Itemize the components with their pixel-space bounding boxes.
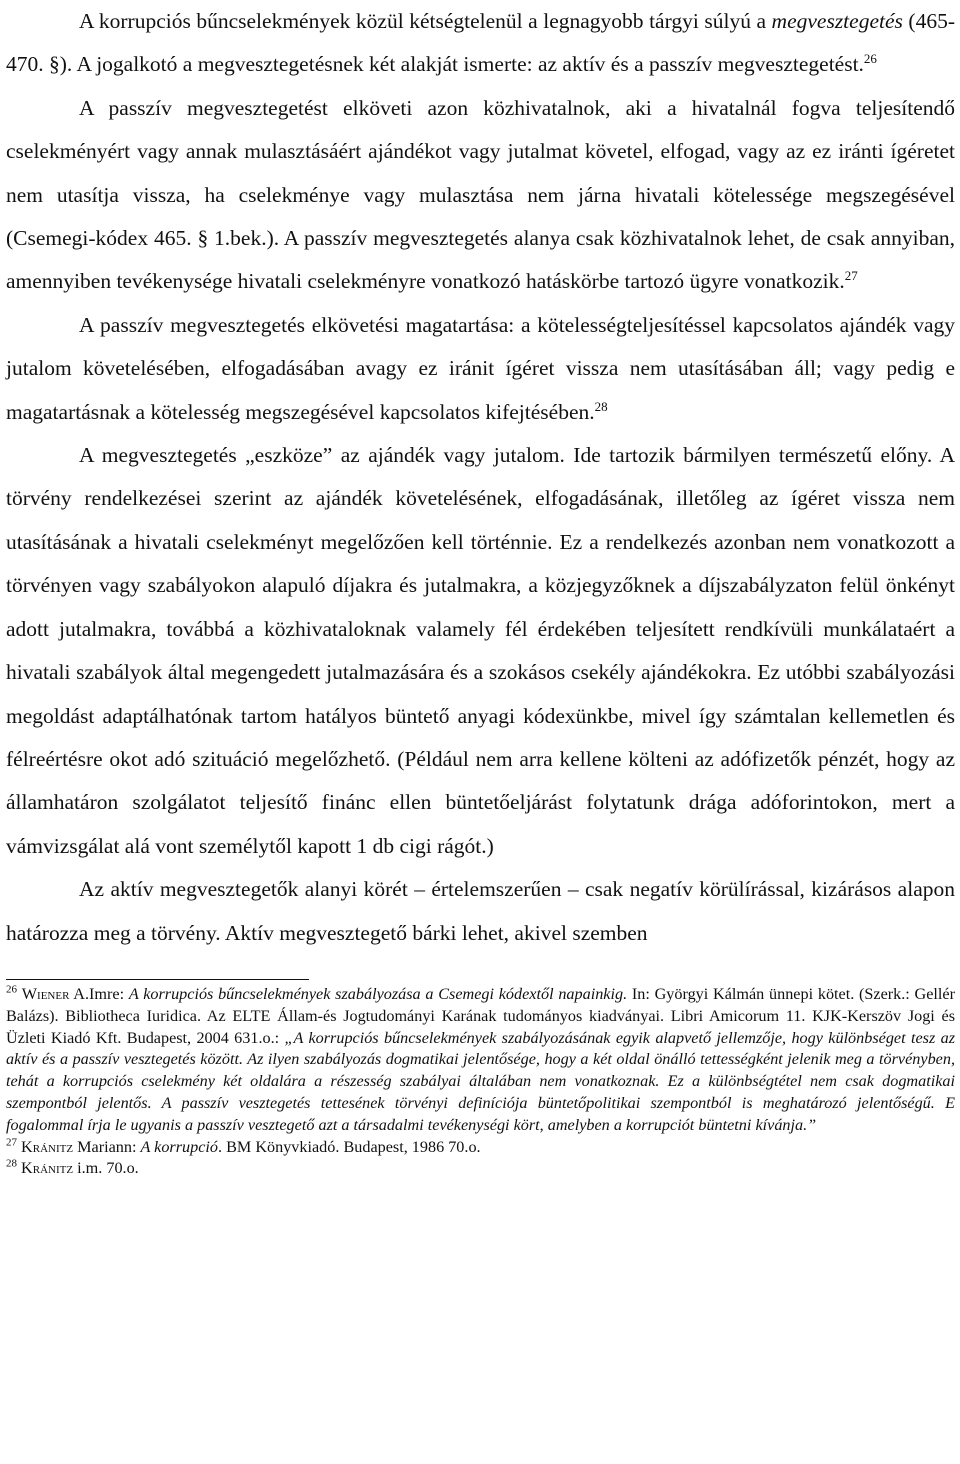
paragraph-text: A korrupciós bűncselekmények közül kétségtelenül a legnagyobb tárgyi súlyú a	[79, 9, 772, 33]
paragraph-passive-definition	[6, 87, 955, 304]
footnote-author: Wiener A.	[21, 984, 90, 1003]
paragraph-text: Az aktív megvesztegetők alanyi körét – értelemszerűen – csak negatív körülírással, kizárásos alapon határozza meg a törvény. Aktív megvesztegető bárki lehet, akivel szemben	[6, 877, 955, 945]
footnote-title: A korrupció	[140, 1137, 218, 1156]
paragraph-means	[6, 434, 955, 868]
footnote-author-rest: i.m. 70.o.	[73, 1159, 139, 1178]
paragraph-active	[6, 868, 955, 955]
footnote-reference[interactable]: 28	[594, 398, 608, 414]
paragraph-passive-conduct	[6, 304, 955, 434]
footnote-publication: . BM Könyvkiadó. Budapest, 1986 70.o.	[218, 1137, 481, 1156]
paragraph-text: A passzív megvesztegetést elköveti azon közhivatalnok, aki a hivatalnál fogva teljesítendő cselekményért vagy annak mulasztásáért ajándékot vagy jutalmat követel, elfogad, vagy az ez iránti ígéretet nem utasítja vissza, ha cselekménye vagy mulasztása nem járna hivatali kötelessége megszegésével (Csemegi-kódex 465. § 1.bek.). A passzív megvesztegetés alanya csak közhivatalnok lehet, de csak annyiban, amennyiben tevékenysége hivatali cselekményre vonatkozó hatáskörbe tartozó ügyre vonatkozik.	[6, 95, 955, 294]
footnote-number: 27	[6, 1136, 17, 1149]
footnote-reference[interactable]: 27	[844, 268, 858, 284]
paragraph-text: A passzív megvesztegetés elkövetési magatartása: a kötelességteljesítéssel kapcsolatos ajándék vagy jutalom követelésében, elfogadásában avagy ez iránit ígéret vissza nem utasításában áll; vagy pedig e magatartásnak a kötelesség megszegésével kapcsolatos kifejtésében.	[6, 312, 955, 424]
body-text	[6, 0, 955, 955]
footnotes	[6, 984, 955, 1180]
footnote-28	[6, 1158, 955, 1180]
footnote-divider	[6, 979, 309, 980]
footnote-author-rest: Mariann:	[73, 1137, 141, 1156]
footnote-publication: In: Györgyi Kálmán ünnepi kötet. (Szerk.: Gellér Balázs). Bibliotheca Iuridica. Az ELTE Állam-és Jogtudományi Karának tudományos kiadványai. Libri Amicorum 11. KJK-Kerszöv Jogi és Üzleti Kiadó Kft. Budapest, 2004 631.o.:	[6, 984, 956, 1047]
emphasis-term: megvesztegetés	[771, 9, 903, 33]
footnote-reference[interactable]: 26	[863, 51, 877, 67]
footnote-author: Kránitz	[21, 1159, 74, 1178]
footnote-quote: „A korrupciós bűncselekmények szabályozásának egyik alapvető jellemzője, hogy különbséget tesz az aktív és a passzív vesztegetés között. Az ilyen szabályozás dogmatikai jelentősége, hogy a két oldal önálló tettességként jelenik meg a törvényben, tehát a korrupciós cselekmény két oldalára a részesség szabályai általában nem vonatkoznak. Ez a különbségtétel nem csak dogmatikai szempontból jelentős. A passzív vesztegetés tettesének törvényi definíciója büntetőpolitikai szempontból is meghatározó jelentőségű. E fogalommal írja le ugyanis a passzív vesztegető azt a társadalmi tevékenységi kört, amelyben a korrupciót büntetni kívánja.”	[6, 1028, 955, 1134]
paragraph-intro	[6, 0, 955, 87]
footnote-author-rest: Imre:	[89, 984, 129, 1003]
footnote-number: 26	[6, 983, 17, 996]
footnote-author: Kránitz	[21, 1137, 74, 1156]
footnote-title: A korrupciós bűncselekmények szabályozása a Csemegi kódextől napainkig.	[128, 984, 628, 1003]
paragraph-text: (465-470. §). A jogalkotó a megvesztegetésnek két alakját ismerte: az aktív és a passzív megvesztegetést.	[6, 9, 955, 77]
paragraph-text: A megvesztegetés „eszköze” az ajándék vagy jutalom. Ide tartozik bármilyen természetű előny. A törvény rendelkezései szerint az ajándék követelésének, elfogadásának, illetőleg az ígéret vissza nem utasításának a hivatali cselekményt megelőzően kell történnie. Ez a rendelkezés azonban nem vonatkozott a törvényen vagy szabályokon alapuló díjakra és jutalmakra, a közjegyzőknek a díjszabályzaton felül önkényt adott jutalmakra, továbbá a közhivataloknak valamely fél érdekében teljesített rendkívüli munkálataért a hivatali szabályok által megengedett jutalmazására és a szokásos csekély ajándékokra. Ez utóbbi szabályozási megoldást adaptálhatónak tartom hatályos büntető anyagi kódexünkbe, mivel így számtalan kellemetlen és félreértésre okot adó szituáció megelőzhető. (Például nem arra kellene költeni az adófizetők pénzét, hogy az államhatáron szolgálatot teljesítő finánc ellen büntetőeljárást folytatunk drága adóforintokon, mert a vámvizsgálat alá vont személytől kapott 1 db cigi rágót.)	[6, 443, 955, 858]
footnote-27	[6, 1137, 955, 1159]
footnote-number: 28	[6, 1157, 17, 1170]
footnote-26	[6, 984, 955, 1137]
